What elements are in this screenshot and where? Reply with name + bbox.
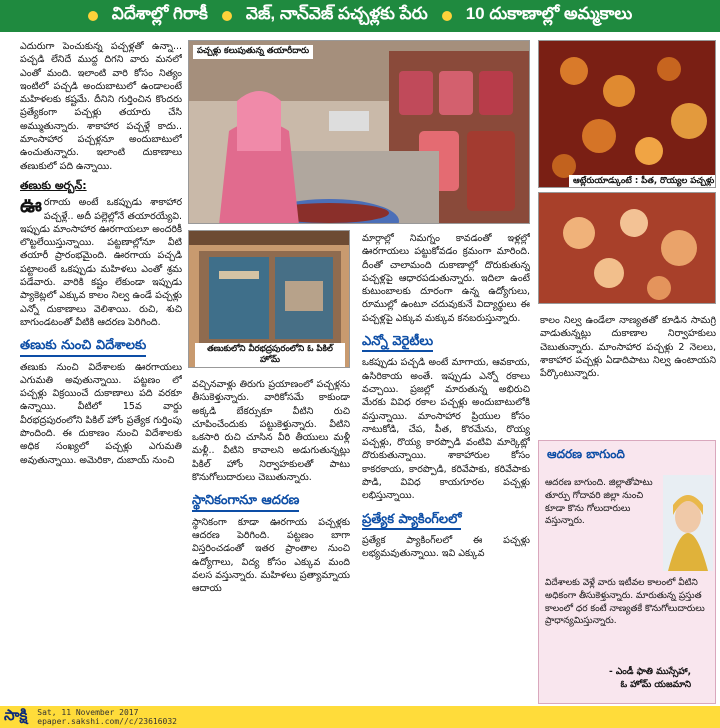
section-heading-packing: ప్రత్యేక ప్యాకింగ్‌లలో <box>362 513 461 530</box>
photo-pickle-bowl-top <box>538 40 716 188</box>
drop-cap: ఊ <box>20 193 42 218</box>
headline-banner <box>0 0 720 32</box>
attribution-role: ఓ హోమ్‌ యజమాని <box>620 680 692 690</box>
bullet-icon <box>442 11 452 21</box>
photo1-caption: పచ్చళ్లు కలుపుతున్న తయారీదారు <box>193 45 313 59</box>
owner-photo <box>663 475 713 571</box>
article-column-3 <box>362 232 530 704</box>
section-heading-local: స్థానికంగానూ ఆదరణ <box>192 494 299 511</box>
photo-pickle-maker <box>188 40 530 224</box>
dateline: తణుకు అర్బన్‌: <box>20 178 87 192</box>
sidebar-text-1: ఆదరణ బాగుంది. జిల్లాతోపాటు తూర్పు గోదావరి జిల్లా నుంచి కూడా కొను గోలుదారులు వస్తున్నారు. <box>545 478 653 527</box>
abroad-paragraph: తణుకు నుంచి విదేశాలకు ఊరగాయలు ఎగుమతి అవుతున్నాయి. పట్టణం లో పచ్చళ్లు విక్రయించే దుకాణాలు పది వరకూ ఉన్నాయి. వీటిలో 15వ వార్డు వీరభద్రపురంలోని పికిల్‌ హోం ప్రత్యేక గుర్తింపు పొందింది. ఈ దుకాణం నుంచి విదేశాలకు అధిక సంఖ్యలో పచ్చళ్లు ఎగుమతి అవుతున్నాయి. అమెరికా, దుబాయ్‌ నుంచి <box>20 361 182 466</box>
footer-meta <box>37 708 177 726</box>
bullet-icon <box>222 11 232 21</box>
col2-paragraph: వచ్చినవాళ్లు తిరుగు ప్రయాణంలో పచ్చళ్లను తీసుకెళ్తున్నారు. వారికోసమే కాకుండా అక్కడి బేకర్సుకూ వీటిని రుచి చూపించేందుకు పట్టుకెళ్తున్నారు. వీటిని ఒకసారి రుచి చూసిన వీరి తీయులు మళ్లీ మళ్లీ.. వీటిని కావాలని అడుగుతున్నట్లు పికిల్‌ హోం నిర్వాహకులతో పాటు కొనుగోలుదారులు చెబుతున్నారు. <box>192 379 350 484</box>
col3-paragraph: మార్గాల్లో నిమగ్నం కావడంతో ఇళ్లల్లో ఊరగాయలు పట్టుకోవడం క్రమంగా మారింది. దీంతో చాలామంది దుకాణాల్లో దొరుకుతున్న పచ్చళ్లపై ఆధారపడుతున్నారు. ఇదిలా ఉంటే కుటుంబాలకు దూరంగా ఉన్న ఉద్యోగులు, రూముల్లో ఉంటూ చదువుకునే విద్యార్థులు ఈ పచ్చళ్లపై ఎక్కువ మక్కువ కనబరుస్తున్నారు. <box>362 233 530 324</box>
sidebar-text-2: విదేశాలకు వెళ్లే వారు ఇటీవల కాలంలో వీటిని అధికంగా తీసుకెళ్తున్నారు. మారుతున్న ప్రస్తుత కాలంలో ధర కంటే నాణ్యతకే కొనుగోలుదారులు ప్రాధాన్యమిస్తున్నారు. <box>545 578 705 627</box>
newspaper-logo: సాక్షి <box>4 706 28 724</box>
pickle-bowl-image-1 <box>539 41 716 188</box>
section-heading-abroad: తణుకు నుంచి విదేశాలకు <box>20 339 146 356</box>
bullet-icon <box>88 11 98 21</box>
photo2-caption: తణుకులోని వీరభద్రపురంలోని ఓ పికిల్‌ హోమ్‌ <box>195 343 345 367</box>
quote-attribution <box>609 666 691 692</box>
col4-paragraph: కాలం నిల్వ ఉండేలా నాణ్యతతో కూడిన సామగ్రి వాడుతున్నట్లు దుకాణాల నిర్వాహకులు చెబుతున్నారు. మాంసాహార పచ్చళ్లు 2 నెలలు, శాకాహార పచ్చళ్లు ఏడాదిపాటు నిల్వ ఉంటాయని పేర్కొంటున్నారు. <box>540 315 716 380</box>
photo3-caption: ఆట్లేరుయాడ్కుంటే : పీత, రొయ్యల పచ్చళ్లు <box>569 175 716 188</box>
packing-paragraph: ప్రత్యేక ప్యాకింగ్‌లలో ఈ పచ్చళ్లు లభ్యమవుతున్నాయి. ఇవి ఎక్కువ <box>362 534 530 560</box>
attribution-name: - ఎండీ ఫాతి ముస్సేహా, <box>609 667 692 677</box>
publication-date: Sat, 11 November 2017 <box>37 708 139 717</box>
varieties-paragraph: ఒకప్పుడు పచ్చడి అంటే మాగాయ, ఆవకాయ, ఉసిరికాయ అంతే. ఇప్పుడు ఎన్నో రకాలు వచ్చాయి. ప్రజల్లో మారుతున్న అభిరుచి మేరకు వివిధ రకాల పచ్చళ్లు అందుబాటులోకి వస్తున్నాయి. మాంసాహార ప్రియుల కోసం నాటుకోడి, చేప, పీత, కొరమేను, రొయ్య పచ్చళ్లు, రొయ్య కారప్పొడి వంటివి మార్కెట్లో దొరుకుతున్నాయి. శాకాహారుల కోసం కాకరకాయ, కారప్పొడి, కరివేపాకు, కరివేపాకు పొడి, వివిధ కాయగూరల పచ్చళ్లు లభిస్తున్నాయి. <box>362 357 530 502</box>
banner-item-1: విదేశాల్లో గిరాకీ <box>111 4 208 23</box>
pickle-maker-image <box>189 41 530 224</box>
article-column-2 <box>192 378 350 704</box>
sidebar-title: ఆదరణ బాగుంది <box>547 447 625 461</box>
pickle-bowl-image-2 <box>539 193 716 304</box>
section-heading-varieties: ఎన్నో వెరైటీలు <box>362 335 433 352</box>
photo-shop-front <box>188 230 350 368</box>
local-paragraph: స్థానికంగా కూడా ఊరగాయ పచ్చళ్లకు ఆదరణ పెరిగింది. పట్టణం బాగా విస్తరించడంతో ఇతర ప్రాంతాల నుంచి ఉద్యోగాలు, విద్య కోసం ఎక్కువ మంది వలస వస్తున్నారు. మహిళలు ప్రత్యామ్నాయ ఆదాయ <box>192 516 350 595</box>
lead-paragraph <box>20 193 182 329</box>
banner-item-3: 10 దుకాణాల్లో అమ్మకాలు <box>465 4 633 23</box>
intro-paragraph: ఎదురుగా పెంచుకున్న పచ్చళ్లతో ఉన్నా... పచ్చడి లేనిదే ముద్ద దిగని వారు మనలో ఎంతో మంది. ఇలాంటి వారి కోసం నిత్యం ఇంటిలో పచ్చడి అందుబాటులో ఉండాలంటే మహిళలకు కష్టమే. దీనిని గుర్తించిన కొందరు ప్రత్యేకంగా పచ్చళ్లు తయారు చేసి అమ్ముతున్నారు. శాకాహార పచ్చళ్లే కాదు.. మాంసాహార పచ్చళ్లనూ అందుబాటులో ఉంచుతున్నారు. ఇలాంటి దుకాణాలు తణుకులో పది ఉన్నాయి. <box>20 41 182 172</box>
footer-bar <box>0 706 720 728</box>
lead-text: రగాయ అంటే ఒకప్పుడు శాకాహార పచ్చళ్లే.. అదీ పల్లెల్లోనే తయారయ్యేవి. ఇప్పుడు మాంసాహార ఊరగాయలూ అందరికీ లొట్టలేయిస్తున్నాయి. పట్టణాల్లోనూ వీటి తయారీ ప్రారంభమైంది. ఊరగాయ పచ్చడి పట్టాలంటే ఒకప్పుడు మహిళలు ఎంతో శ్రమ పడేవారు. వారికి కష్టం లేకుండా ఇప్పుడు ప్యాకెట్లలో ఎక్కువ కాలం నిల్వ ఉండే పచ్చళ్లు ఎన్నో దుకాణాలు వెలిశాయి. రుచి, శుచి బాగుండటంతో వీటికి ఆదరణ పెరిగింది. <box>20 197 182 328</box>
quote-sidebar <box>538 440 716 704</box>
banner-item-2: వెజ్, నాన్‌వెజ్ పచ్చళ్లకు పేరు <box>245 4 428 23</box>
photo-pickle-bowl-bottom <box>538 192 716 304</box>
article-column-4 <box>540 314 716 434</box>
epaper-url: epaper.sakshi.com//c/23616032 <box>37 717 177 726</box>
article-column-1 <box>20 40 182 704</box>
